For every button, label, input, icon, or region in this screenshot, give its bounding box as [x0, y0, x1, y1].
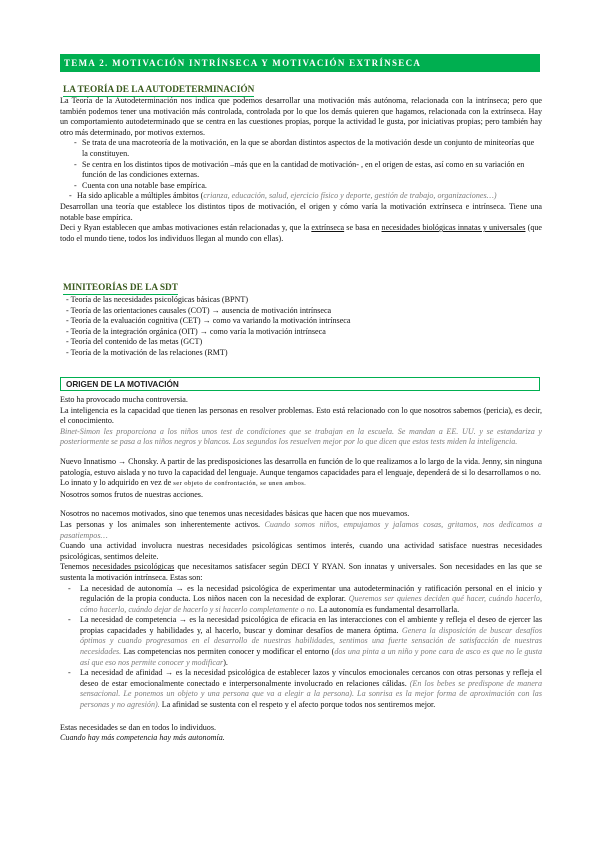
section-heading-miniteorias: MINITEORÍAS DE LA SDT	[63, 283, 178, 293]
need-competencia: - La necesidad de competencia → es la necesidad psicológica de eficacia en las interacciones con el ambiente y refleja el deseo de ejercer las propias capacidades y habilidades y, al hacerlo, buscar y dominar desafíos de manera óptima. Genera la disposición de buscar desafíos óptimos y cuando progresamos en el desarrollo de nuestras habilidades, sentimos una fuerte sensación de satisfacción de nuestras necesidades. Las competencias nos permiten conocer y modificar el entorno (dos una pinta a un niño y pone cara de asco es que no le gusta así que eso nos permite conocer y modificar).	[68, 615, 542, 667]
miniteoria-item: - Teoría de las necesidades psicológicas básicas (BPNT)	[66, 295, 249, 304]
sdt-intro-paragraph: La Teoría de la Autodeterminación nos indica que podemos desarrollar una motivación más autónoma, relacionada con la intrínseca; pero que también podemos tener una motivación más controlada, controlada por lo que los demás quieren que hagamos, relacionada con la extrínseca. Hay un comportamiento autodeterminado que se centra en las cuestiones propias, porque la actividad le gusta, por iniciativas propias; pero también hay otro más determinado, por motivos externos.	[60, 96, 542, 137]
origen-line-1: Esto ha provocado mucha controversia.	[60, 395, 188, 404]
origen-line-innato: Lo innato y lo adquirido en vez de ser objeto de confrontación, se unen ambos.	[60, 478, 307, 488]
need-afinidad: - La necesidad de afinidad → es la necesidad psicológica de establecer lazos y vínculos emocionales cercanos con otras personas y refleja el deseo de estar emocionalmente conectado e interpersonalmente involucrado en relaciones cálidas. (En los bebes se predispone de manera sensacional. Le ponemos un objeto y una persona que va a elegir a la persona). La sonrisa es la mejor forma de aproximación con las personas y no agresión). La afinidad se sustenta con el respeto y el afecto porque todos nos sentiremos mejor.	[68, 668, 542, 710]
sdt-paragraph-2: Desarrollan una teoría que establece los distintos tipos de motivación, el origen y cómo varía la motivación extrínseca e intrínseca. Tiene una notable base empírica.	[60, 201, 542, 222]
chapter-title-bar	[60, 54, 540, 72]
sdt-section	[60, 96, 542, 244]
section-heading-origen: ORIGEN DE LA MOTIVACIÓN	[66, 380, 179, 389]
miniteoria-item: - Teoría de la motivación de las relaciones (RMT)	[66, 347, 228, 357]
need-autonomia: - La necesidad de autonomía → es la necesidad psicológica de experimentar una autodeterminación y ratificación personal en el inicio y regulación de la propia conducta. Los niños nacen con la necesidad de explorar. Queremos ser quienes deciden qué hacer, cuándo hacerlo, cómo hacerlo, cuándo dejar de hacerlo y si hacerlo completamente o no. La autonomía es fundamental desarrollarla.	[68, 583, 543, 614]
sdt-bullet-4: - Ha sido aplicable a múltiples ámbitos (crianza, educación, salud, ejercicio físico y deporte, gestión de trabajo, organizaciones…)	[69, 191, 497, 201]
sdt-paragraph-3: Deci y Ryan establecen que ambas motivaciones están relacionadas y, que la extrínseca se basa en necesidades biológicas innatas y universales (que todo el mundo tiene, todos los individuos llegan al mundo con ellas).	[60, 223, 543, 243]
origen-example-binet: Binet-Simon les proporciona a los niños unos test de condiciones que se trabajan en la escuela. Se mandan a EE. UU. y se estandariza y posteriormente se pasa a los niños negros y blancos. Los segundos los resuelven mejor por lo que dicen que estos tests miden la inteligencia.	[60, 426, 542, 447]
origen-end-line-2: Cuando hay más competencia hay más autonomía.	[60, 733, 225, 743]
origen-line-necesidades: Tenemos necesidades psicológicas que necesitamos satisfacer según DECI Y RYAN. Son innatas y universales. Son necesidades en las que se sustenta la motivación intrínseca. Estas son:	[60, 562, 542, 582]
origen-line-frutos: Nosotros somos frutos de nuestras acciones.	[60, 489, 203, 499]
origen-line-activos: Las personas y los animales son inherentemente activos. Cuando somos niños, empujamos y jalamos cosas, gritamos, nos dedicamos a pasatiempos…	[60, 519, 542, 540]
origen-line-2: La inteligencia es la capacidad que tienen las personas en resolver problemas. Esto está relacionado con lo que nosotros sabemos (pericia), es decir, el conocimiento.	[60, 405, 542, 426]
chapter-title: TEMA 2. MOTIVACIÓN INTRÍNSECA Y MOTIVACIÓN EXTRÍNSECA	[64, 58, 422, 68]
sdt-bullet-1: - Se trata de una macroteoría de la motivación, en la que se abordan distintos aspectos de la motivación desde un conjunto de miniteorías que la constituyen.	[74, 138, 535, 158]
sdt-bullet-3: - Cuenta con una notable base empírica.	[74, 180, 207, 190]
origen-nuevo-innatismo: Nuevo Innatismo → Chonsky. A partir de las predisposiciones las desarrolla en función de lo que realizamos a lo largo de la vida. Jenny, sin ninguna patología, estuvo aislada y no tuvo la capacidad del lenguaje. Aunque tengamos capacidades para el lenguaje, dependerá de si lo desarrollamos o no.	[60, 456, 542, 477]
miniteoria-item: - Teoría de las orientaciones causales (COT) → ausencia de motivación intrínseca	[66, 305, 332, 315]
miniteoria-item: - Teoría del contenido de las metas (GCT)	[66, 337, 203, 347]
origen-line-interes: Cuando una actividad involucra nuestras necesidades psicológicas sentimos interés, cuando una actividad satisface nuestras necesidades psicológicas, sentimos deleite.	[60, 541, 542, 561]
section-box-origen	[60, 377, 540, 391]
origen-line-no-nacemos: Nosotros no nacemos motivados, sino que tenemos unas necesidades básicas que hacen que nos muevamos.	[60, 509, 410, 519]
miniteoria-item: - Teoría de la integración orgánica (OIT) → como varía la motivación intrínseca	[66, 326, 326, 336]
origen-end-line-1: Estas necesidades se dan en todos lo individuos.	[60, 722, 217, 732]
miniteorias-list	[66, 295, 548, 359]
origen-section	[60, 395, 542, 744]
section-heading-sdt: LA TEORÍA DE LA AUTODETERMINACIÓN	[63, 85, 255, 95]
sdt-bullet-2: - Se centra en los distintos tipos de motivación –más que en la cantidad de motivación- , en el origen de estas, así como en su variación en función de las condiciones externas.	[74, 159, 525, 180]
miniteoria-item: - Teoría de la evaluación cognitiva (CET) → como va variando la motivación intrínseca	[66, 316, 351, 326]
